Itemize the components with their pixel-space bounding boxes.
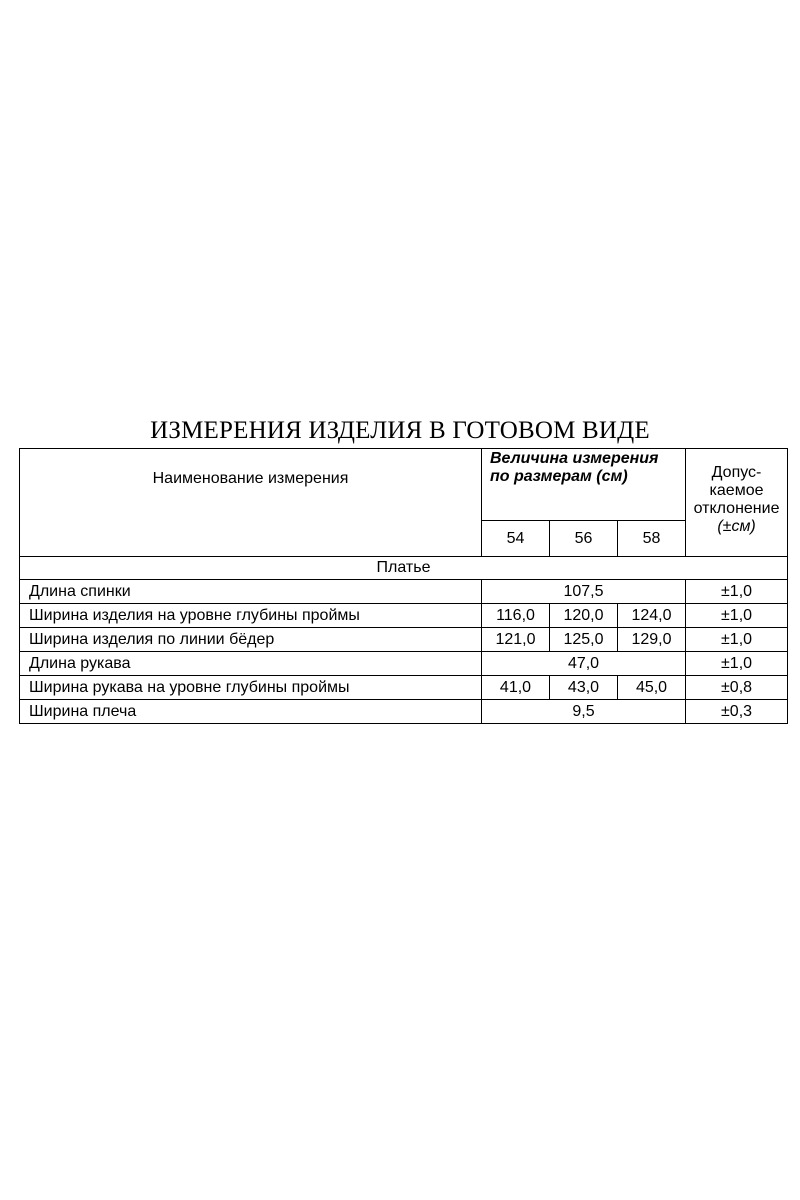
measurement-tolerance: ±1,0 [686, 580, 788, 604]
table-header-row [20, 449, 788, 521]
measurement-name: Длина рукава [20, 652, 482, 676]
measurement-value: 47,0 [482, 652, 686, 676]
measurement-value-58: 124,0 [618, 604, 686, 628]
table-row [20, 628, 788, 652]
table-row [20, 580, 788, 604]
measurement-name: Ширина изделия по линии бёдер [20, 628, 482, 652]
measurement-tolerance: ±1,0 [686, 604, 788, 628]
size-56: 56 [550, 521, 618, 557]
measurement-value-54: 41,0 [482, 676, 550, 700]
measurement-value: 107,5 [482, 580, 686, 604]
measurement-value: 9,5 [482, 700, 686, 724]
measurement-value-58: 45,0 [618, 676, 686, 700]
measurement-value-56: 43,0 [550, 676, 618, 700]
document-title: ИЗМЕРЕНИЯ ИЗДЕЛИЯ В ГОТОВОМ ВИДЕ [150, 417, 650, 444]
table-row [20, 700, 788, 724]
size-54: 54 [482, 521, 550, 557]
measurement-value-58: 129,0 [618, 628, 686, 652]
measurement-name: Длина спинки [20, 580, 482, 604]
measurement-name: Ширина изделия на уровне глубины проймы [20, 604, 482, 628]
measurement-tolerance: ±0,8 [686, 676, 788, 700]
measurement-value-56: 120,0 [550, 604, 618, 628]
table-row [20, 604, 788, 628]
measurement-tolerance: ±1,0 [686, 628, 788, 652]
measurement-value-54: 116,0 [482, 604, 550, 628]
section-title: Платье [20, 557, 788, 580]
table-row [20, 652, 788, 676]
section-row [20, 557, 788, 580]
measurement-tolerance: ±1,0 [686, 652, 788, 676]
table-row [20, 676, 788, 700]
measurements-table [19, 448, 788, 724]
header-measurement-value: Величина измерения по размерам (см) [482, 449, 686, 521]
size-58: 58 [618, 521, 686, 557]
measurement-name: Ширина рукава на уровне глубины проймы [20, 676, 482, 700]
measurement-tolerance: ±0,3 [686, 700, 788, 724]
measurement-value-54: 121,0 [482, 628, 550, 652]
measurement-value-56: 125,0 [550, 628, 618, 652]
header-tolerance: Допус- каемое отклонение (±см) [686, 449, 788, 557]
measurement-name: Ширина плеча [20, 700, 482, 724]
header-measurement-name: Наименование измерения [20, 449, 482, 557]
